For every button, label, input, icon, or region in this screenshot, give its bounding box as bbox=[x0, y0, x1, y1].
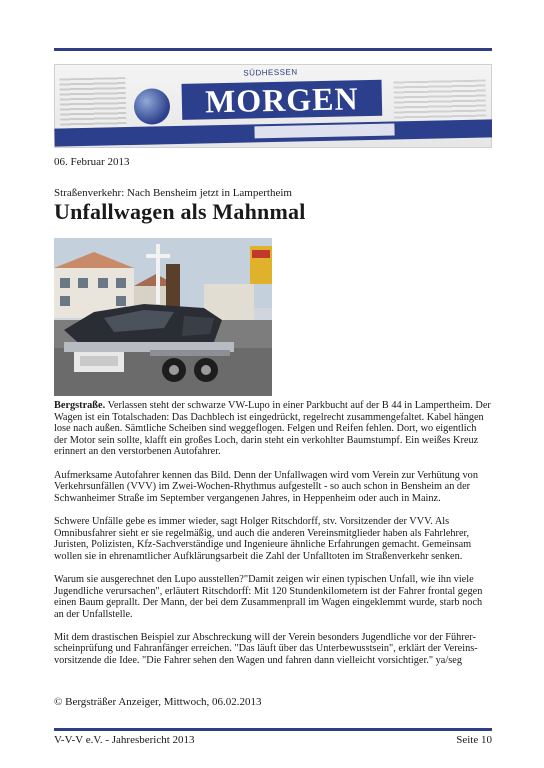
top-rule bbox=[54, 48, 492, 51]
masthead-teaser-block-right bbox=[394, 80, 487, 122]
article-dateline: Bergstraße. bbox=[54, 400, 106, 411]
article-paragraph: Mit dem drastischen Beispiel zur Abschreckung will der Verein besonders Jugendliche vor der Führer-scheinprüfung und Fahranfänger erreichen. "Das läuft über das Unterbewusstsein", erklärt der Vereins-vorsitzende die Idee. "Die Fahrer sehen den Wagen und fahren dann vielleicht vorsichtiger." ya/seg bbox=[54, 631, 478, 667]
article-photo bbox=[54, 238, 272, 396]
masthead-title: MORGEN bbox=[182, 80, 383, 120]
footer-page-number: Seite 10 bbox=[456, 734, 492, 746]
article-headline: Unfallwagen als Mahnmal bbox=[54, 199, 306, 224]
masthead-subtitle: SÜDHESSEN bbox=[243, 67, 298, 78]
article-paragraph: Warum sie ausgerechnet den Lupo ausstellen?"Damit zeigen wir einen typischen Unfall, wie ihn viele Jugendliche verursachen", erläutert Ritschdorff: Mit 120 Stundenkilometern ist der Fahrer frontal gegen einen Baum geprallt. Der Mann, der bei dem Zusammenprall im Wagen eingeklemmt wurde, starb noch an der Unfallstelle. bbox=[54, 573, 483, 620]
copyright-line: © Bergsträßer Anzeiger, Mittwoch, 06.02.2013 bbox=[54, 696, 262, 708]
masthead-teaser-block bbox=[59, 77, 126, 128]
article-body bbox=[54, 400, 492, 678]
wrecked-car-trailer-image bbox=[54, 238, 272, 396]
bottom-rule bbox=[54, 728, 492, 731]
article-paragraph: Aufmerksame Autofahrer kennen das Bild. Denn der Unfallwagen wird vom Verein zur Verhütung von Verkehrsunfällen (VVV) im Zwei-Wochen-Rhythmus aufgestellt - so auch schon in Bensheim an der Schwanheimer Straße im September vergangenen Jahres, in Heppenheim oder auch in Mainz. bbox=[54, 469, 478, 504]
footer-report-title: V-V-V e.V. - Jahresbericht 2013 bbox=[54, 734, 195, 746]
newspaper-masthead bbox=[54, 64, 492, 148]
article-kicker: Straßenverkehr: Nach Bensheim jetzt in Lampertheim bbox=[54, 187, 292, 199]
article-paragraph bbox=[54, 400, 492, 458]
globe-icon bbox=[134, 88, 171, 125]
article-paragraph-text: Verlassen steht der schwarze VW-Lupo in einer Parkbucht auf der B 44 in Lampertheim. Der Wagen ist ein Totalschaden: Das Dachblech ist eingedrückt, regelrecht zusammengefaltet. Kabel hängen lose nach außen. Sämtliche Scheiben sind weggeflogen. Felgen und Reifen fehlen. Dort, wo eigentlich der Motor sein sollte, klafft ein großes Loch, darin steht ein verkohlter Baumstumpf. Ein weißes Kreuz erinnert an den verstorbenen Autofahrer. bbox=[54, 400, 491, 458]
article-paragraph: Schwere Unfälle gebe es immer wieder, sagt Holger Ritschdorff, stv. Vorsitzender der VVV. Als Omnibusfahrer sieht er sie regelmäßig, und auch die anderen Vereinsmitglieder haben als Fahrlehrer, Juristen, Polizisten, Kfz-Sachverständige und Ingenieure ähnliche Erfahrungen gemacht. Gemeinsam wollen sie in ehrenamtlicher Aufklärungsarbeit die Zahl der Unfalltoten im Straßenverkehr senken. bbox=[54, 515, 472, 562]
article-date: 06. Februar 2013 bbox=[54, 156, 130, 168]
